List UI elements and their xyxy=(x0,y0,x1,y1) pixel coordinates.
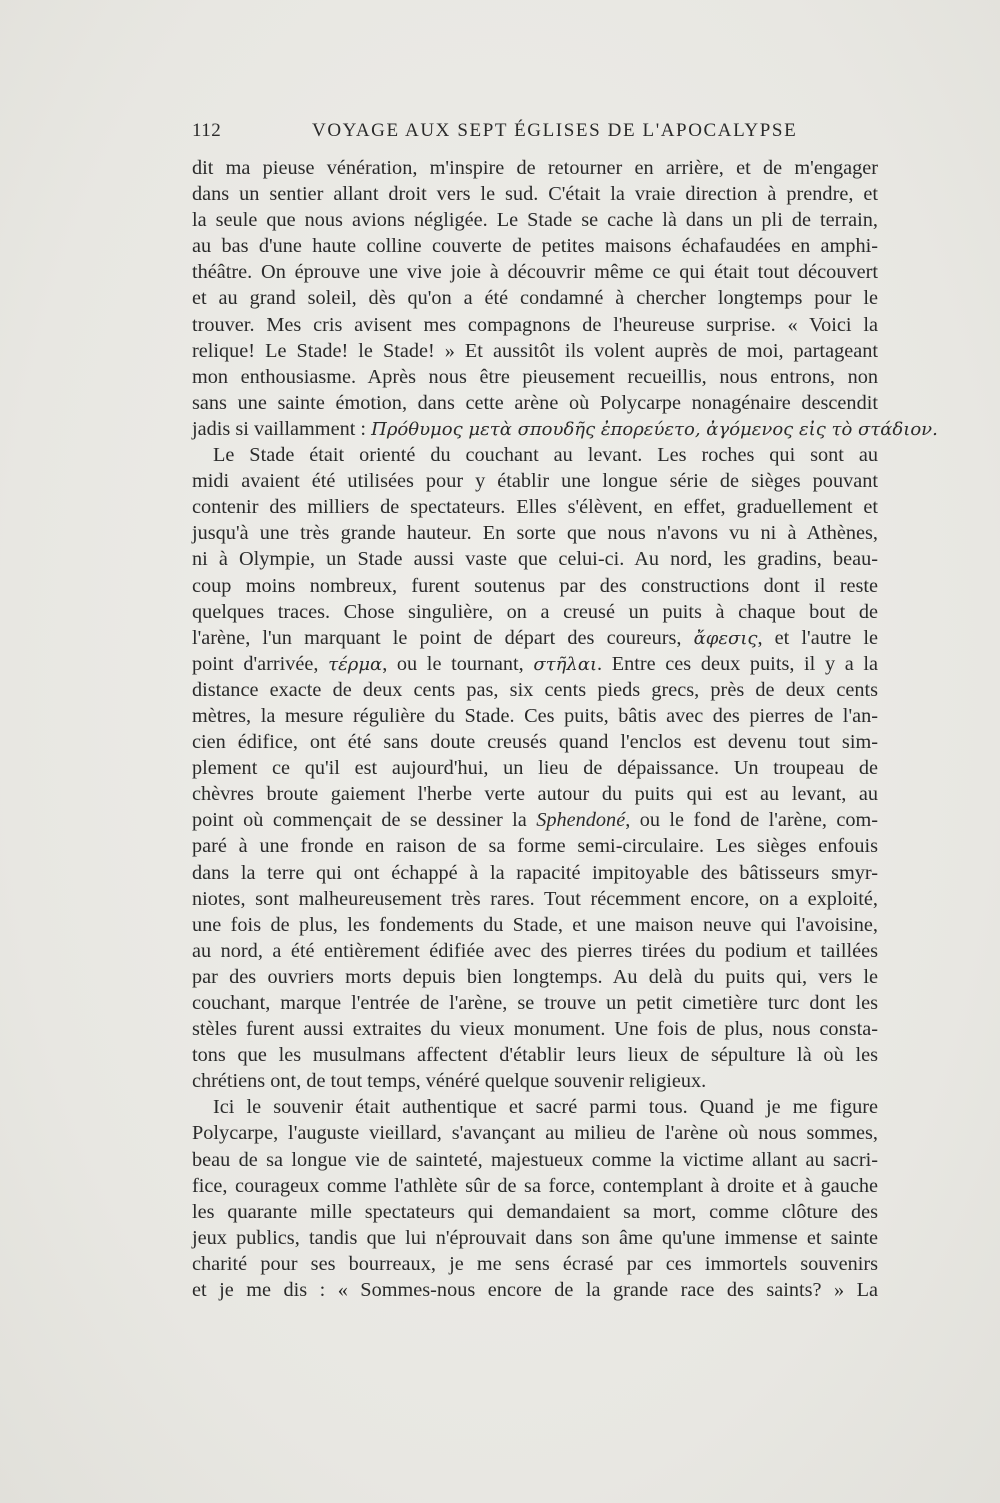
text-line: Le Stade était orienté du couchant au levant. Les roches qui sont au xyxy=(213,444,878,467)
text-line: dit ma pieuse vénération, m'inspire de retourner en arrière, et de m'engager xyxy=(192,157,878,179)
greek-word-goal: τέρμα xyxy=(328,653,383,675)
text-fragment: point où commençait de se dessiner la xyxy=(192,809,527,832)
text-fragment: , et l'autre le xyxy=(757,626,878,649)
text-line: paré à une fronde en raison de sa forme semi-circulaire. Les sièges enfouis xyxy=(192,835,878,858)
text-line xyxy=(192,625,878,651)
text-line: trouver. Mes cris avisent mes compagnons de l'heureuse surprise. « Voici la xyxy=(192,313,878,336)
text-line: la seule que nous avions négligée. Le Stade se cache là dans un pli de terrain, xyxy=(192,209,878,232)
text-line: coup moins nombreux, furent soutenus par des constructions dont il reste xyxy=(192,574,878,597)
text-line: tons que les musulmans affectent d'établir leurs lieux de sépulture là où les xyxy=(192,1044,878,1067)
text-line: théâtre. On éprouve une vive joie à découvrir même ce qui était tout découvert xyxy=(192,261,878,284)
text-line: jusqu'à une très grande hauteur. En sorte que nous n'avons vu ni à Athènes, xyxy=(192,522,878,545)
text-line: distance exacte de deux cents pas, six cents pieds grecs, près de deux cents xyxy=(192,678,878,701)
text-line xyxy=(192,651,878,677)
text-line: niotes, sont malheureusement très rares. Tout récemment encore, on a exploité, xyxy=(192,887,878,910)
text-line: beau de sa longue vie de sainteté, majestueux comme la victime allant au sacri- xyxy=(192,1148,878,1171)
text-line: mon enthousiasme. Après nous être pieusement recueillis, nous entrons, non xyxy=(192,365,878,388)
text-line: Polycarpe, l'auguste vieillard, s'avançant au milieu de l'arène où nous sommes, xyxy=(192,1122,878,1145)
text-line: midi avaient été utilisées pour y établir une longue série de sièges pouvant xyxy=(192,470,878,493)
text-line: plement ce qu'il est aujourd'hui, un lieu de dépaissance. Un troupeau de xyxy=(192,757,878,780)
text-line: dans la terre qui ont échappé à la rapacité impitoyable des bâtisseurs smyr- xyxy=(192,861,878,884)
text-line: mètres, la mesure régulière du Stade. Ces puits, bâtis avec des pierres de l'an- xyxy=(192,704,878,727)
text-line: charité pour ses bourreaux, je me sens écrasé par ces immortels souvenirs xyxy=(192,1252,878,1275)
text-line: Ici le souvenir était authentique et sacré parmi tous. Quand je me figure xyxy=(213,1096,878,1119)
text-line: chèvres broute gaiement l'herbe verte autour du puits qui est au levant, au xyxy=(192,783,878,806)
text-line: ni à Olympie, un Stade aussi vaste que celui-ci. Au nord, les gradins, beau- xyxy=(192,548,878,571)
text-line: sans une sainte émotion, dans cette arène où Polycarpe nonagénaire descendit xyxy=(192,391,878,414)
text-line: par des ouvriers morts depuis bien longtemps. Au delà du puits qui, vers le xyxy=(192,965,878,988)
running-title: VOYAGE AUX SEPT ÉGLISES DE L'APOCALYPSE xyxy=(312,120,798,141)
greek-word-turn: στῆλαι xyxy=(533,653,598,675)
text-line: quelques traces. Chose singulière, on a creusé un puits à chaque bout de xyxy=(192,600,878,623)
body-text xyxy=(192,155,938,1303)
text-line: contenir des milliers de spectateurs. Elles s'élèvent, en effet, graduellement et xyxy=(192,496,878,519)
text-fragment: , ou le tournant, xyxy=(382,652,524,675)
greek-quote: Πρόθυμος μετὰ σπουδῆς ἐπορεύετο, ἀγόμενος εἰς τὸ στάδιον. xyxy=(371,418,938,440)
text-line: cien édifice, ont été sans doute creusés quand l'enclos est devenu tout sim- xyxy=(192,731,878,754)
text-line: au nord, a été entièrement édifiée avec des pierres tirées du podium et taillées xyxy=(192,939,878,962)
text-line: couchant, marque l'entrée de l'arène, se trouve un petit cimetière turc dont les xyxy=(192,992,878,1014)
page-header xyxy=(192,120,878,146)
greek-word-start: ἄφεσις xyxy=(693,627,758,649)
italic-sphendone: Sphendoné xyxy=(536,809,626,832)
text-line: au bas d'une haute colline couverte de petites maisons échafaudées en amphi- xyxy=(192,235,878,258)
text-line: et je me dis : « Sommes-nous encore de la grande race des saints? » La xyxy=(192,1279,878,1302)
text-fragment: point d'arrivée, xyxy=(192,652,319,675)
text-line: et au grand soleil, dès qu'on a été condamné à chercher longtemps pour le xyxy=(192,287,878,310)
text-fragment: jadis si vaillamment : xyxy=(192,417,367,440)
text-fragment: , ou le fond de l'arène, com- xyxy=(625,809,878,832)
text-line: stèles furent aussi extraites du vieux monument. Une fois de plus, nous consta- xyxy=(192,1018,878,1041)
text-line: les quarante mille spectateurs qui demandaient sa mort, comme clôture des xyxy=(192,1200,878,1223)
text-line xyxy=(192,416,938,442)
page-number: 112 xyxy=(192,120,222,141)
text-line: jeux publics, tandis que lui n'éprouvait dans son âme qu'une immense et sainte xyxy=(192,1226,878,1249)
text-fragment: . Entre ces deux puits, il y a la xyxy=(597,652,878,675)
text-line: une fois de plus, les fondements du Stade, et une maison neuve qui l'avoisine, xyxy=(192,913,878,936)
text-line: fice, courageux comme l'athlète sûr de sa force, contemplant à droite et à gauche xyxy=(192,1174,878,1197)
text-line xyxy=(192,807,878,833)
text-line: relique! Le Stade! le Stade! » Et aussitôt ils volent auprès de moi, partageant xyxy=(192,339,878,362)
text-fragment: l'arène, l'un marquant le point de départ des coureurs, xyxy=(192,626,682,649)
text-line: chrétiens ont, de tout temps, vénéré quelque souvenir religieux. xyxy=(192,1070,707,1093)
text-line: dans un sentier allant droit vers le sud. C'était la vraie direction à prendre, et xyxy=(192,183,878,206)
